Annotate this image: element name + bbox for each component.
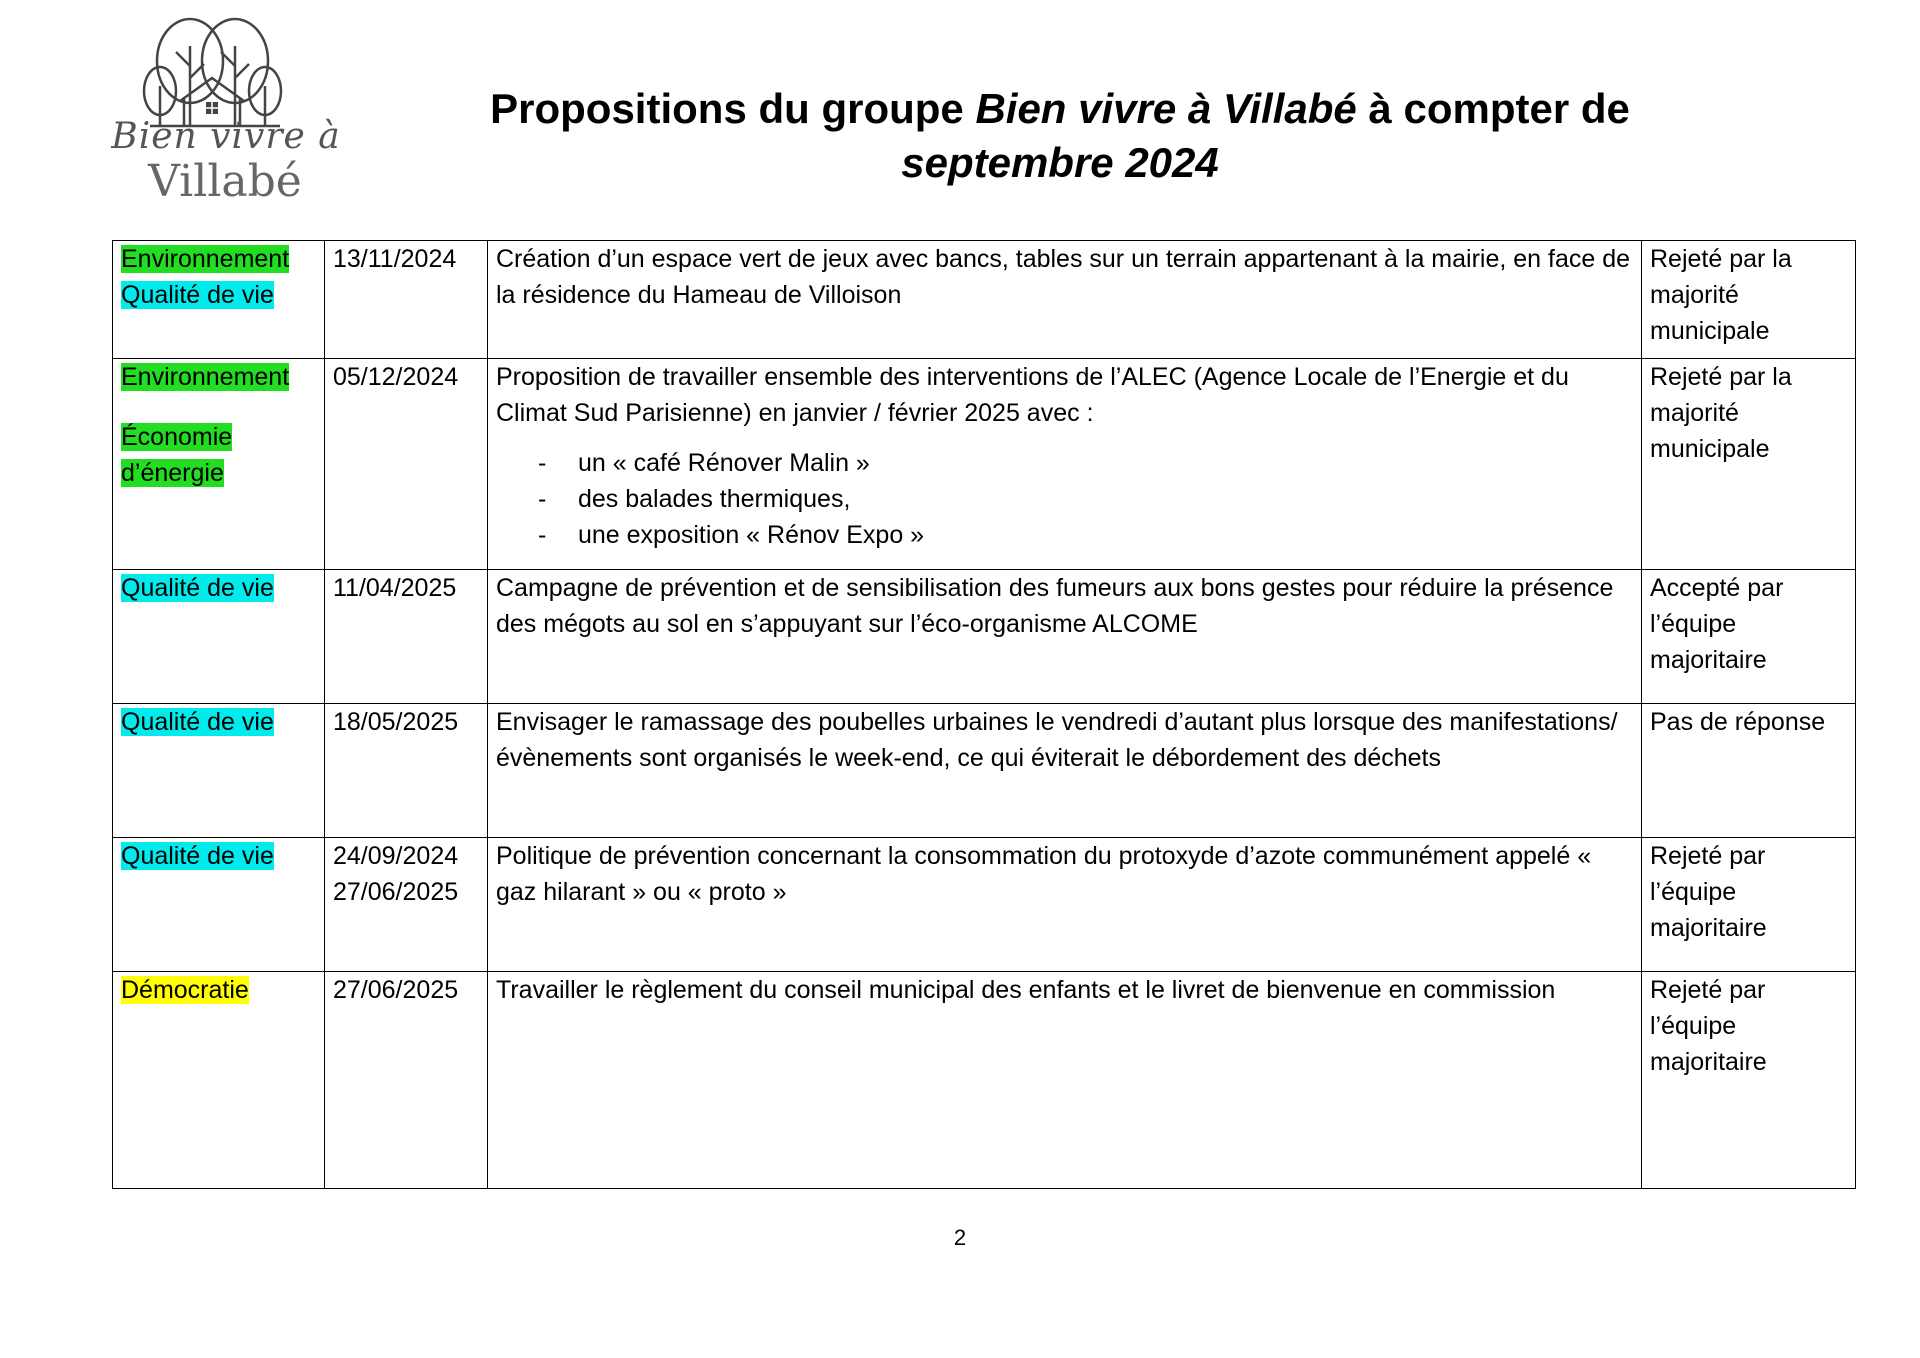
date-cell [325, 570, 488, 704]
theme-tag: Environnement [121, 363, 290, 391]
date-text: 27/06/2025 [333, 976, 459, 1004]
theme-cell [113, 359, 325, 570]
title-part2: à compter de [1356, 85, 1630, 132]
date-text: 27/06/2025 [333, 878, 459, 906]
table-row [113, 241, 1856, 359]
status-text: Rejeté par l’équipe majoritaire [1650, 842, 1767, 942]
status-cell [1642, 241, 1856, 359]
list-item: - une exposition « Rénov Expo » [538, 517, 1633, 553]
table-row [113, 359, 1856, 570]
theme-cell [113, 972, 325, 1189]
logo [100, 16, 340, 206]
date-cell [325, 838, 488, 972]
status-text: Pas de réponse [1650, 708, 1826, 736]
theme-tag: Qualité de vie [121, 281, 274, 309]
date-cell [325, 241, 488, 359]
proposal-cell [488, 704, 1642, 838]
status-cell [1642, 704, 1856, 838]
table-row [113, 972, 1856, 1189]
list-item: - des balades thermiques, [538, 481, 1633, 517]
proposal-cell [488, 241, 1642, 359]
date-text: 18/05/2025 [333, 708, 459, 736]
theme-tag: Qualité de vie [121, 842, 274, 870]
status-text: Accepté par l’équipe majoritaire [1650, 574, 1784, 674]
table-row [113, 838, 1856, 972]
proposal-text: Proposition de travailler ensemble des interventions de l’ALEC (Agence Locale de l’Energie et du Climat Sud Parisienne) en janvier / février 2025 avec : [496, 363, 1569, 427]
proposal-cell [488, 570, 1642, 704]
theme-tag: Économie d’énergie [121, 423, 233, 487]
proposals-table [112, 240, 1856, 1189]
date-text: 13/11/2024 [333, 245, 457, 273]
title-line2: septembre 2024 [901, 139, 1219, 186]
proposal-text: Travailler le règlement du conseil municipal des enfants et le livret de bienvenue en commission [496, 976, 1556, 1004]
date-cell [325, 704, 488, 838]
status-text: Rejeté par la majorité municipale [1650, 245, 1792, 345]
proposal-cell [488, 359, 1642, 570]
theme-tag: Environnement [121, 245, 290, 273]
date-text: 24/09/2024 [333, 842, 459, 870]
table-row [113, 570, 1856, 704]
list-item: - un « café Rénover Malin » [538, 445, 1633, 481]
proposal-text: Politique de prévention concernant la consommation du protoxyde d’azote communément appelé « gaz hilarant » ou « proto » [496, 842, 1592, 906]
date-cell [325, 359, 488, 570]
date-text: 11/04/2025 [333, 574, 457, 602]
status-cell [1642, 972, 1856, 1189]
theme-cell [113, 704, 325, 838]
proposal-text: Envisager le ramassage des poubelles urbaines le vendredi d’autant plus lorsque des manifestations/évènements sont organisés le week-end, ce qui éviterait le débordement des déchets [496, 708, 1618, 772]
logo-text-line2: Villabé [148, 156, 302, 207]
status-cell [1642, 359, 1856, 570]
proposal-cell [488, 972, 1642, 1189]
proposal-text: Création d’un espace vert de jeux avec bancs, tables sur un terrain appartenant à la mairie, en face de la résidence du Hameau de Villoison [496, 245, 1631, 309]
theme-cell [113, 838, 325, 972]
table-row [113, 704, 1856, 838]
page-title [380, 82, 1740, 190]
theme-tag: Qualité de vie [121, 708, 274, 736]
logo-text-line1: Bien vivre à [111, 116, 341, 157]
theme-tag: Qualité de vie [121, 574, 274, 602]
date-cell [325, 972, 488, 1189]
theme-cell [113, 570, 325, 704]
status-text: Rejeté par l’équipe majoritaire [1650, 976, 1767, 1076]
status-cell [1642, 838, 1856, 972]
theme-cell [113, 241, 325, 359]
page-number: 2 [953, 1225, 967, 1250]
proposal-text: Campagne de prévention et de sensibilisation des fumeurs aux bons gestes pour réduire la présence des mégots au sol en s’appuyant sur l’éco-organisme ALCOME [496, 574, 1614, 638]
theme-tag: Démocratie [121, 976, 249, 1004]
date-text: 05/12/2024 [333, 363, 459, 391]
proposal-cell [488, 838, 1642, 972]
status-cell [1642, 570, 1856, 704]
title-part1: Propositions du groupe [490, 85, 976, 132]
status-text: Rejeté par la majorité municipale [1650, 363, 1792, 463]
title-group-name: Bien vivre à Villabé [975, 85, 1357, 132]
bullet-list [496, 445, 1633, 553]
